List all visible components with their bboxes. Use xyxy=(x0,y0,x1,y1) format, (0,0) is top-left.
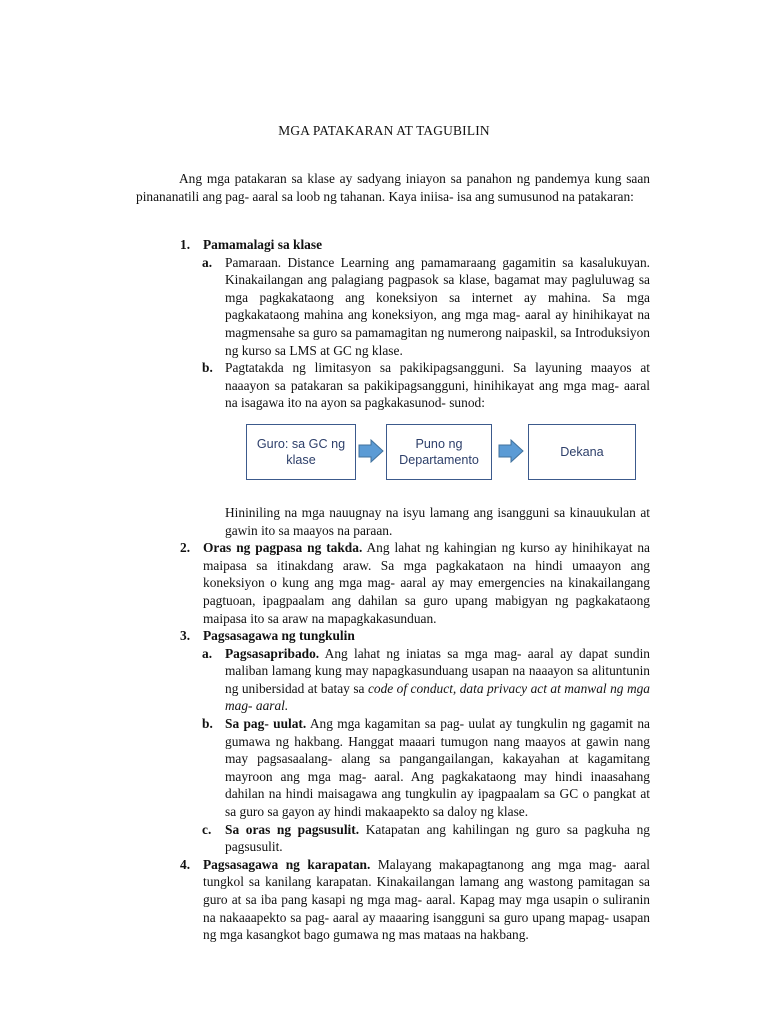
item-text: Ang lahat ng kahingian ng kurso ay hinihikayat na maipasa sa itinakdang araw. Sa mga pagkakataon na hindi umaayon ang koneksiyon o kung ang mga mag- aaral ay may emergencies na kinakailangang pagtuoan, ipagpaalam ang dahilan sa guro upang mabigyan ng pagkakataong maipasa ito sa araw na mapagkakasunduan. xyxy=(203,540,651,626)
policy-list xyxy=(136,236,650,944)
consultation-flow-diagram xyxy=(136,412,650,504)
item-text: Malayang makapagtanong ang mga mag- aaral tungkol sa kanilang karapatan. Kinakailangan lamang ang wastong pamitagan sa guro at sa iba pang kasapi ng mga mag- aaral. Kapag may mga usapin o suliranin na nakaaapekto sa pag- aaral ay maaaring isangguni sa guro upang mapag- usapan ng mga kasangkot bago gumawa ng mas mataas na hakbang. xyxy=(203,856,650,943)
flow-box-puno: Puno ng Departamento xyxy=(386,424,492,480)
sub-heading: Pagsasapribado. xyxy=(225,645,320,661)
right-arrow-icon xyxy=(358,439,384,463)
sub-letter: b. xyxy=(202,716,213,732)
item-heading: Pagsasagawa ng karapatan. xyxy=(203,856,371,872)
sub-letter: b. xyxy=(202,360,213,376)
sub-item-3c xyxy=(136,821,650,856)
right-arrow-icon xyxy=(498,439,524,463)
sub-text: Katapatan ang kahilingan ng guro sa pagkuha ng pagsusulit. xyxy=(225,821,651,855)
item-number: 3. xyxy=(180,628,191,644)
sub-heading: Sa oras ng pagsusulit. xyxy=(225,821,360,837)
sub-heading: Sa pag- uulat. xyxy=(225,716,307,732)
sub-italic-text: code of conduct, data privacy act at manwal ng mga mag- aaral. xyxy=(225,680,651,714)
policy-item-3 xyxy=(136,627,650,645)
sub-letter: a. xyxy=(202,254,213,270)
sub-item-1a xyxy=(136,254,650,360)
intro-paragraph: Ang mga patakaran sa klase ay sadyang iniayon sa panahon ng pandemya kung saan pinananatili ang pag- aaral sa loob ng tahanan. Kaya iniisa- isa ang sumusunod na patakaran: xyxy=(136,171,650,204)
item-number: 1. xyxy=(180,237,191,252)
policy-item-4 xyxy=(136,856,650,944)
consultation-note: Hininiling na mga nauugnay na isyu lamang ang isangguni sa kinauukulan at gawin ito sa maayos na paraan. xyxy=(225,504,650,538)
item-heading: Pagsasagawa ng tungkulin xyxy=(203,628,355,644)
policy-item-2 xyxy=(136,539,650,627)
flow-box-guro: Guro: sa GC ng klase xyxy=(246,424,356,480)
item-number: 2. xyxy=(180,540,191,556)
sub-letter: a. xyxy=(202,645,213,661)
sub-text: Ang lahat ng iniatas sa mga mag- aaral ay dapat sundin maliban lamang kung may napagkasunduang usapan na naaayon sa alituntunin ng unibersidad at batay sa xyxy=(225,645,650,696)
sub-letter: c. xyxy=(202,821,212,837)
sub-item-1b xyxy=(136,359,650,412)
sub-item-3b xyxy=(136,715,650,821)
item-heading: Pamamalagi sa klase xyxy=(203,237,323,252)
document-title: MGA PATAKARAN AT TAGUBILIN xyxy=(278,123,490,138)
sub-text: Pagtatakda ng limitasyon sa pakikipagsangguni. Sa layuning maayos at naaayon sa patakaran sa pakikipagsangguni, hinihikayat ang mga mag- aaral na isagawa ito na ayon sa pagkakasunod- sunod: xyxy=(225,360,650,411)
item-number: 4. xyxy=(180,856,191,872)
item-heading: Oras ng pagpasa ng takda. xyxy=(203,540,363,556)
sub-item-3a xyxy=(136,645,650,715)
sub-text: Pamaraan. Distance Learning ang pamamaraang gagamitin sa kasalukuyan. Kinakailangan ang palagiang pagpasok sa klase, bagamat may pagluluwag sa mga pagkakataong ang koneksiyon sa internet ay mahina. Sa mga pagkakataong mahina ang koneksiyon, ang mga mag- aaral ay hinihikayat na magmensahe sa guro sa pamamagitan ng numerong naipaskil, sa Introduksiyon ng kurso sa LMS at GC ng klase. xyxy=(225,254,650,358)
flow-box-dekana: Dekana xyxy=(528,424,636,480)
sub-text: Ang mga kagamitan sa pag- uulat ay tungkulin ng gagamit na gumawa ng hakbang. Hanggat maaari tumugon nang maayos at gawin nang may pagsasaalang- alang sa pangangailangan, kakayahan at kagamitang mayroon ang mga mag- aaral. Ang pagkakataong may hindi inaasahang dahilan na hindi maisagawa ang tungkulin ay ipagpaalam sa GC o pangkat at sa guro sa gayon ay hindi makaapekto sa daloy ng klase. xyxy=(225,716,650,820)
policy-item-1 xyxy=(136,236,650,254)
